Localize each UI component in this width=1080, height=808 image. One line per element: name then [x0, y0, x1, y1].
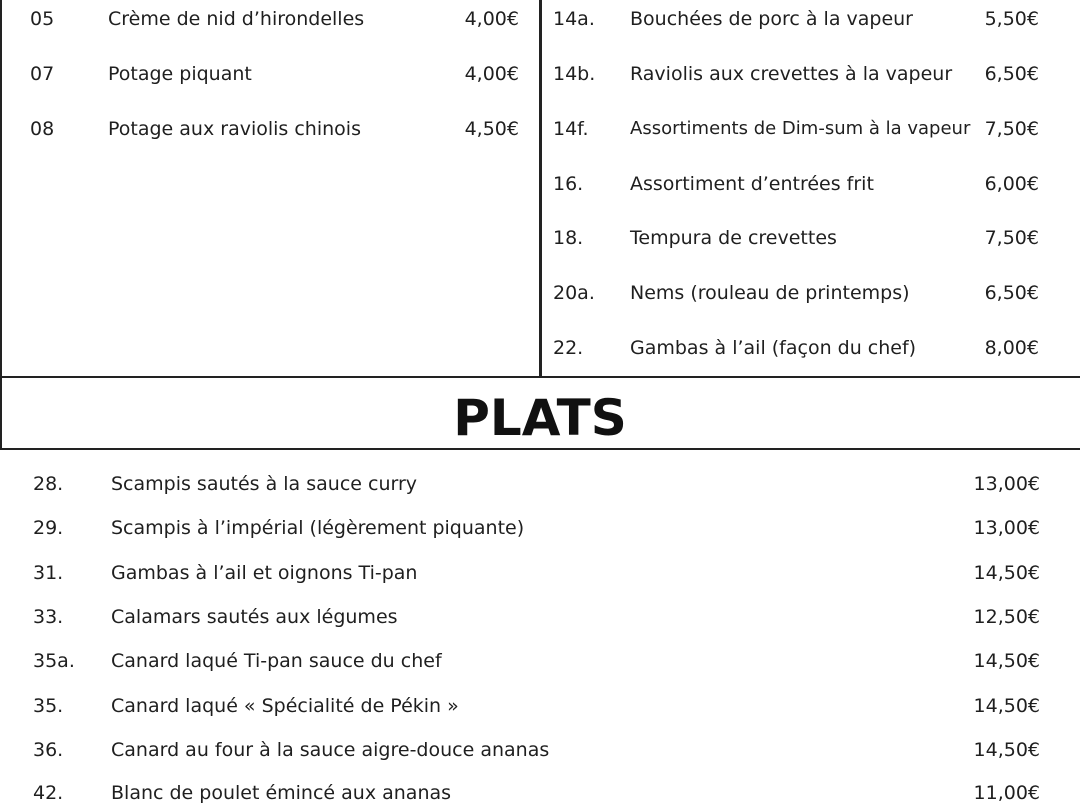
item-price: 13,00€ — [973, 517, 1040, 539]
item-name: Canard laqué « Spécialité de Pékin » — [111, 695, 459, 717]
item-number: 14a. — [553, 8, 595, 30]
menu-item — [0, 469, 1080, 499]
menu-item — [0, 4, 530, 34]
item-number: 07 — [30, 63, 55, 85]
item-price: 14,50€ — [973, 739, 1040, 761]
item-number: 14b. — [553, 63, 596, 85]
menu-item — [542, 59, 1080, 89]
item-name: Blanc de poulet émincé aux ananas — [111, 782, 452, 804]
item-name: Gambas à l’ail et oignons Ti-pan — [111, 562, 418, 584]
item-name: Calamars sautés aux légumes — [111, 606, 398, 628]
section-title: PLATS — [453, 389, 627, 447]
item-number: 42. — [33, 782, 64, 804]
item-name: Canard au four à la sauce aigre-douce ananas — [111, 739, 550, 761]
item-number: 35. — [33, 695, 64, 717]
menu-item — [0, 691, 1080, 721]
item-price: 13,00€ — [973, 473, 1040, 495]
item-number: 08 — [30, 118, 55, 140]
item-name: Assortiment d’entrées frit — [630, 173, 874, 195]
menu-item — [0, 778, 1080, 808]
item-price: 14,50€ — [973, 562, 1040, 584]
item-number: 36. — [33, 739, 64, 761]
item-name: Gambas à l’ail (façon du chef) — [630, 337, 917, 359]
item-name: Scampis à l’impérial (légèrement piquante) — [111, 517, 525, 539]
item-price: 8,00€ — [984, 337, 1039, 359]
item-number: 29. — [33, 517, 64, 539]
item-name: Scampis sautés à la sauce curry — [111, 473, 418, 495]
item-number: 20a. — [553, 282, 595, 304]
item-name: Potage piquant — [108, 63, 252, 85]
menu-item — [0, 114, 530, 144]
item-number: 35a. — [33, 650, 75, 672]
item-price: 4,50€ — [464, 118, 519, 140]
left-border — [0, 0, 2, 377]
item-name: Nems (rouleau de printemps) — [630, 282, 910, 304]
section-divider-bottom — [0, 448, 1080, 450]
item-price: 11,00€ — [973, 782, 1040, 804]
item-price: 7,50€ — [984, 118, 1039, 140]
item-name: Assortiments de Dim-sum à la vapeur — [630, 118, 971, 139]
item-number: 14f. — [553, 118, 589, 140]
item-name: Raviolis aux crevettes à la vapeur — [630, 63, 953, 85]
item-number: 22. — [553, 337, 584, 359]
item-name: Canard laqué Ti-pan sauce du chef — [111, 650, 442, 672]
menu-item — [0, 513, 1080, 543]
item-price: 4,00€ — [464, 8, 519, 30]
menu-item — [542, 223, 1080, 253]
item-name: Tempura de crevettes — [630, 227, 837, 249]
item-name: Crème de nid d’hirondelles — [108, 8, 365, 30]
item-number: 18. — [553, 227, 584, 249]
menu-item — [0, 558, 1080, 588]
menu-item — [542, 114, 1080, 144]
menu-item — [0, 735, 1080, 765]
item-price: 14,50€ — [973, 650, 1040, 672]
item-price: 14,50€ — [973, 695, 1040, 717]
item-price: 6,50€ — [984, 63, 1039, 85]
item-number: 33. — [33, 606, 64, 628]
item-number: 05 — [30, 8, 55, 30]
item-number: 28. — [33, 473, 64, 495]
menu-item — [542, 4, 1080, 34]
menu-item — [542, 278, 1080, 308]
item-number: 31. — [33, 562, 64, 584]
item-price: 6,00€ — [984, 173, 1039, 195]
item-name: Bouchées de porc à la vapeur — [630, 8, 913, 30]
item-price: 12,50€ — [973, 606, 1040, 628]
menu-item — [542, 169, 1080, 199]
item-price: 7,50€ — [984, 227, 1039, 249]
item-price: 6,50€ — [984, 282, 1039, 304]
item-price: 5,50€ — [984, 8, 1039, 30]
menu-item — [0, 602, 1080, 632]
item-number: 16. — [553, 173, 584, 195]
menu-item — [542, 333, 1080, 363]
item-name: Potage aux raviolis chinois — [108, 118, 361, 140]
starters-section — [0, 0, 1080, 377]
item-price: 4,00€ — [464, 63, 519, 85]
menu-item — [0, 646, 1080, 676]
menu-item — [0, 59, 530, 89]
